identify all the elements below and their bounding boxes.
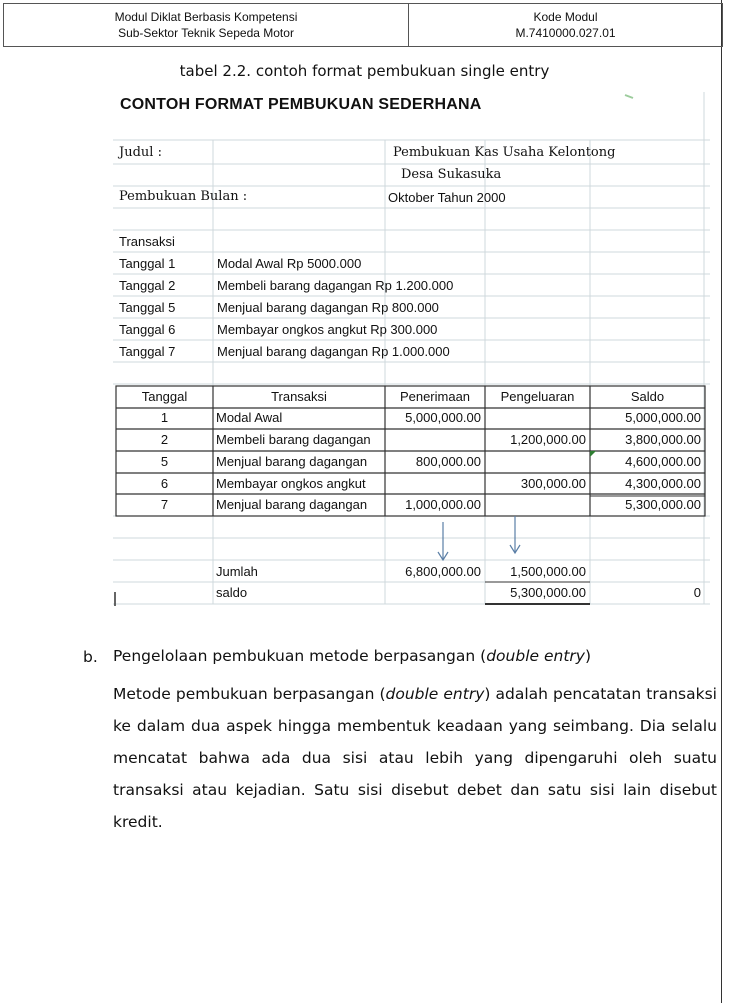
transaksi-label: Transaksi <box>119 234 175 249</box>
jumlah-label: Jumlah <box>216 564 258 579</box>
transaksi-desc: Membeli barang dagangan Rp 1.200.000 <box>217 278 454 293</box>
page-header <box>3 3 723 47</box>
table-cell-penerimaan: 800,000.00 <box>415 454 481 469</box>
transaksi-date: Tanggal 5 <box>119 300 176 315</box>
paragraph-text-rest: ) adalah pencatatan transaksi ke dalam dua aspek hingga membentuk keadaan yang seimbang. Dia selalu mencatat bahwa ada dua sisi atau lebih yang dipengaruhi oleh suatu transaksi atau kejadian. Satu sisi disebut debet dan satu sisi lain disebut kredit. <box>113 685 717 831</box>
table-cell-tanggal: 5 <box>160 454 169 469</box>
table-cell-pengeluaran: 300,000.00 <box>520 476 586 491</box>
down-arrow-icon <box>438 522 448 560</box>
table-cell-tanggal: 6 <box>160 476 169 491</box>
col-header-transaksi: Transaksi <box>271 389 327 404</box>
table-cell-transaksi: Membayar ongkos angkut <box>216 476 366 491</box>
table-cell-saldo: 3,800,000.00 <box>625 432 701 447</box>
paragraph-text-start: Metode pembukuan berpasangan ( <box>113 685 386 703</box>
header-code-value: M.7410000.027.01 <box>515 26 616 40</box>
col-header-saldo: Saldo <box>630 389 665 404</box>
section-heading-italic: double entry <box>486 647 585 665</box>
transaksi-desc: Modal Awal Rp 5000.000 <box>217 256 362 271</box>
jumlah-pengeluaran: 1,500,000.00 <box>510 564 586 579</box>
header-code-label: Kode Modul <box>533 10 598 24</box>
header-module-info <box>4 4 409 46</box>
sheet-title: CONTOH FORMAT PEMBUKUAN SEDERHANA <box>120 96 482 113</box>
transaksi-date: Tanggal 1 <box>119 256 176 271</box>
table-cell-transaksi: Modal Awal <box>216 410 283 425</box>
section-heading <box>113 640 717 672</box>
table-caption: tabel 2.2. contoh format pembukuan single entry <box>179 62 550 80</box>
paragraph-italic-term: double entry <box>385 685 485 703</box>
list-marker: b. <box>83 648 98 666</box>
bulan-label: Pembukuan Bulan : <box>119 189 248 204</box>
col-header-penerimaan: Penerimaan <box>399 389 471 404</box>
saldo-label: saldo <box>216 585 248 600</box>
table-cell-tanggal: 2 <box>160 432 169 447</box>
section-heading-close: ) <box>584 647 592 665</box>
table-cell-transaksi: Membeli barang dagangan <box>216 432 371 447</box>
down-arrow-icon <box>510 516 520 553</box>
judul-value-1: Pembukuan Kas Usaha Kelontong <box>393 145 616 160</box>
table-cell-transaksi: Menjual barang dagangan <box>216 454 368 469</box>
table-cell-transaksi: Menjual barang dagangan <box>216 497 368 512</box>
table-cell-saldo: 4,300,000.00 <box>625 476 701 491</box>
saldo-final: 0 <box>693 585 701 600</box>
transaksi-desc: Menjual barang dagangan Rp 1.000.000 <box>217 344 450 359</box>
table-cell-penerimaan: 1,000,000.00 <box>405 497 481 512</box>
transaksi-desc: Membayar ongkos angkut Rp 300.000 <box>217 322 438 337</box>
judul-label: Judul : <box>119 145 162 160</box>
spreadsheet-image <box>113 92 710 606</box>
table-cell-penerimaan: 5,000,000.00 <box>405 410 481 425</box>
table-cell-tanggal: 7 <box>160 497 169 512</box>
bulan-value: Oktober Tahun 2000 <box>388 190 506 205</box>
header-module-subsector: Sub-Sektor Teknik Sepeda Motor <box>118 26 294 40</box>
judul-value-2: Desa Sukasuka <box>401 167 502 182</box>
header-module-code <box>409 4 722 46</box>
table-cell-saldo: 4,600,000.00 <box>625 454 701 469</box>
section-heading-text: Pengelolaan pembukuan metode berpasangan ( <box>113 647 487 665</box>
transaksi-date: Tanggal 7 <box>119 344 176 359</box>
transaksi-desc: Menjual barang dagangan Rp 800.000 <box>217 300 439 315</box>
transaksi-date: Tanggal 6 <box>119 322 176 337</box>
transaksi-date: Tanggal 2 <box>119 278 176 293</box>
header-module-title: Modul Diklat Berbasis Kompetensi <box>114 10 298 24</box>
col-header-tanggal: Tanggal <box>141 389 188 404</box>
table-cell-tanggal: 1 <box>160 410 169 425</box>
jumlah-penerimaan: 6,800,000.00 <box>405 564 481 579</box>
section-paragraph <box>113 678 717 838</box>
table-cell-saldo: 5,300,000.00 <box>625 497 701 512</box>
col-header-pengeluaran: Pengeluaran <box>500 389 575 404</box>
saldo-pengeluaran: 5,300,000.00 <box>510 585 586 600</box>
table-cell-saldo: 5,000,000.00 <box>625 410 701 425</box>
table-cell-pengeluaran: 1,200,000.00 <box>510 432 586 447</box>
